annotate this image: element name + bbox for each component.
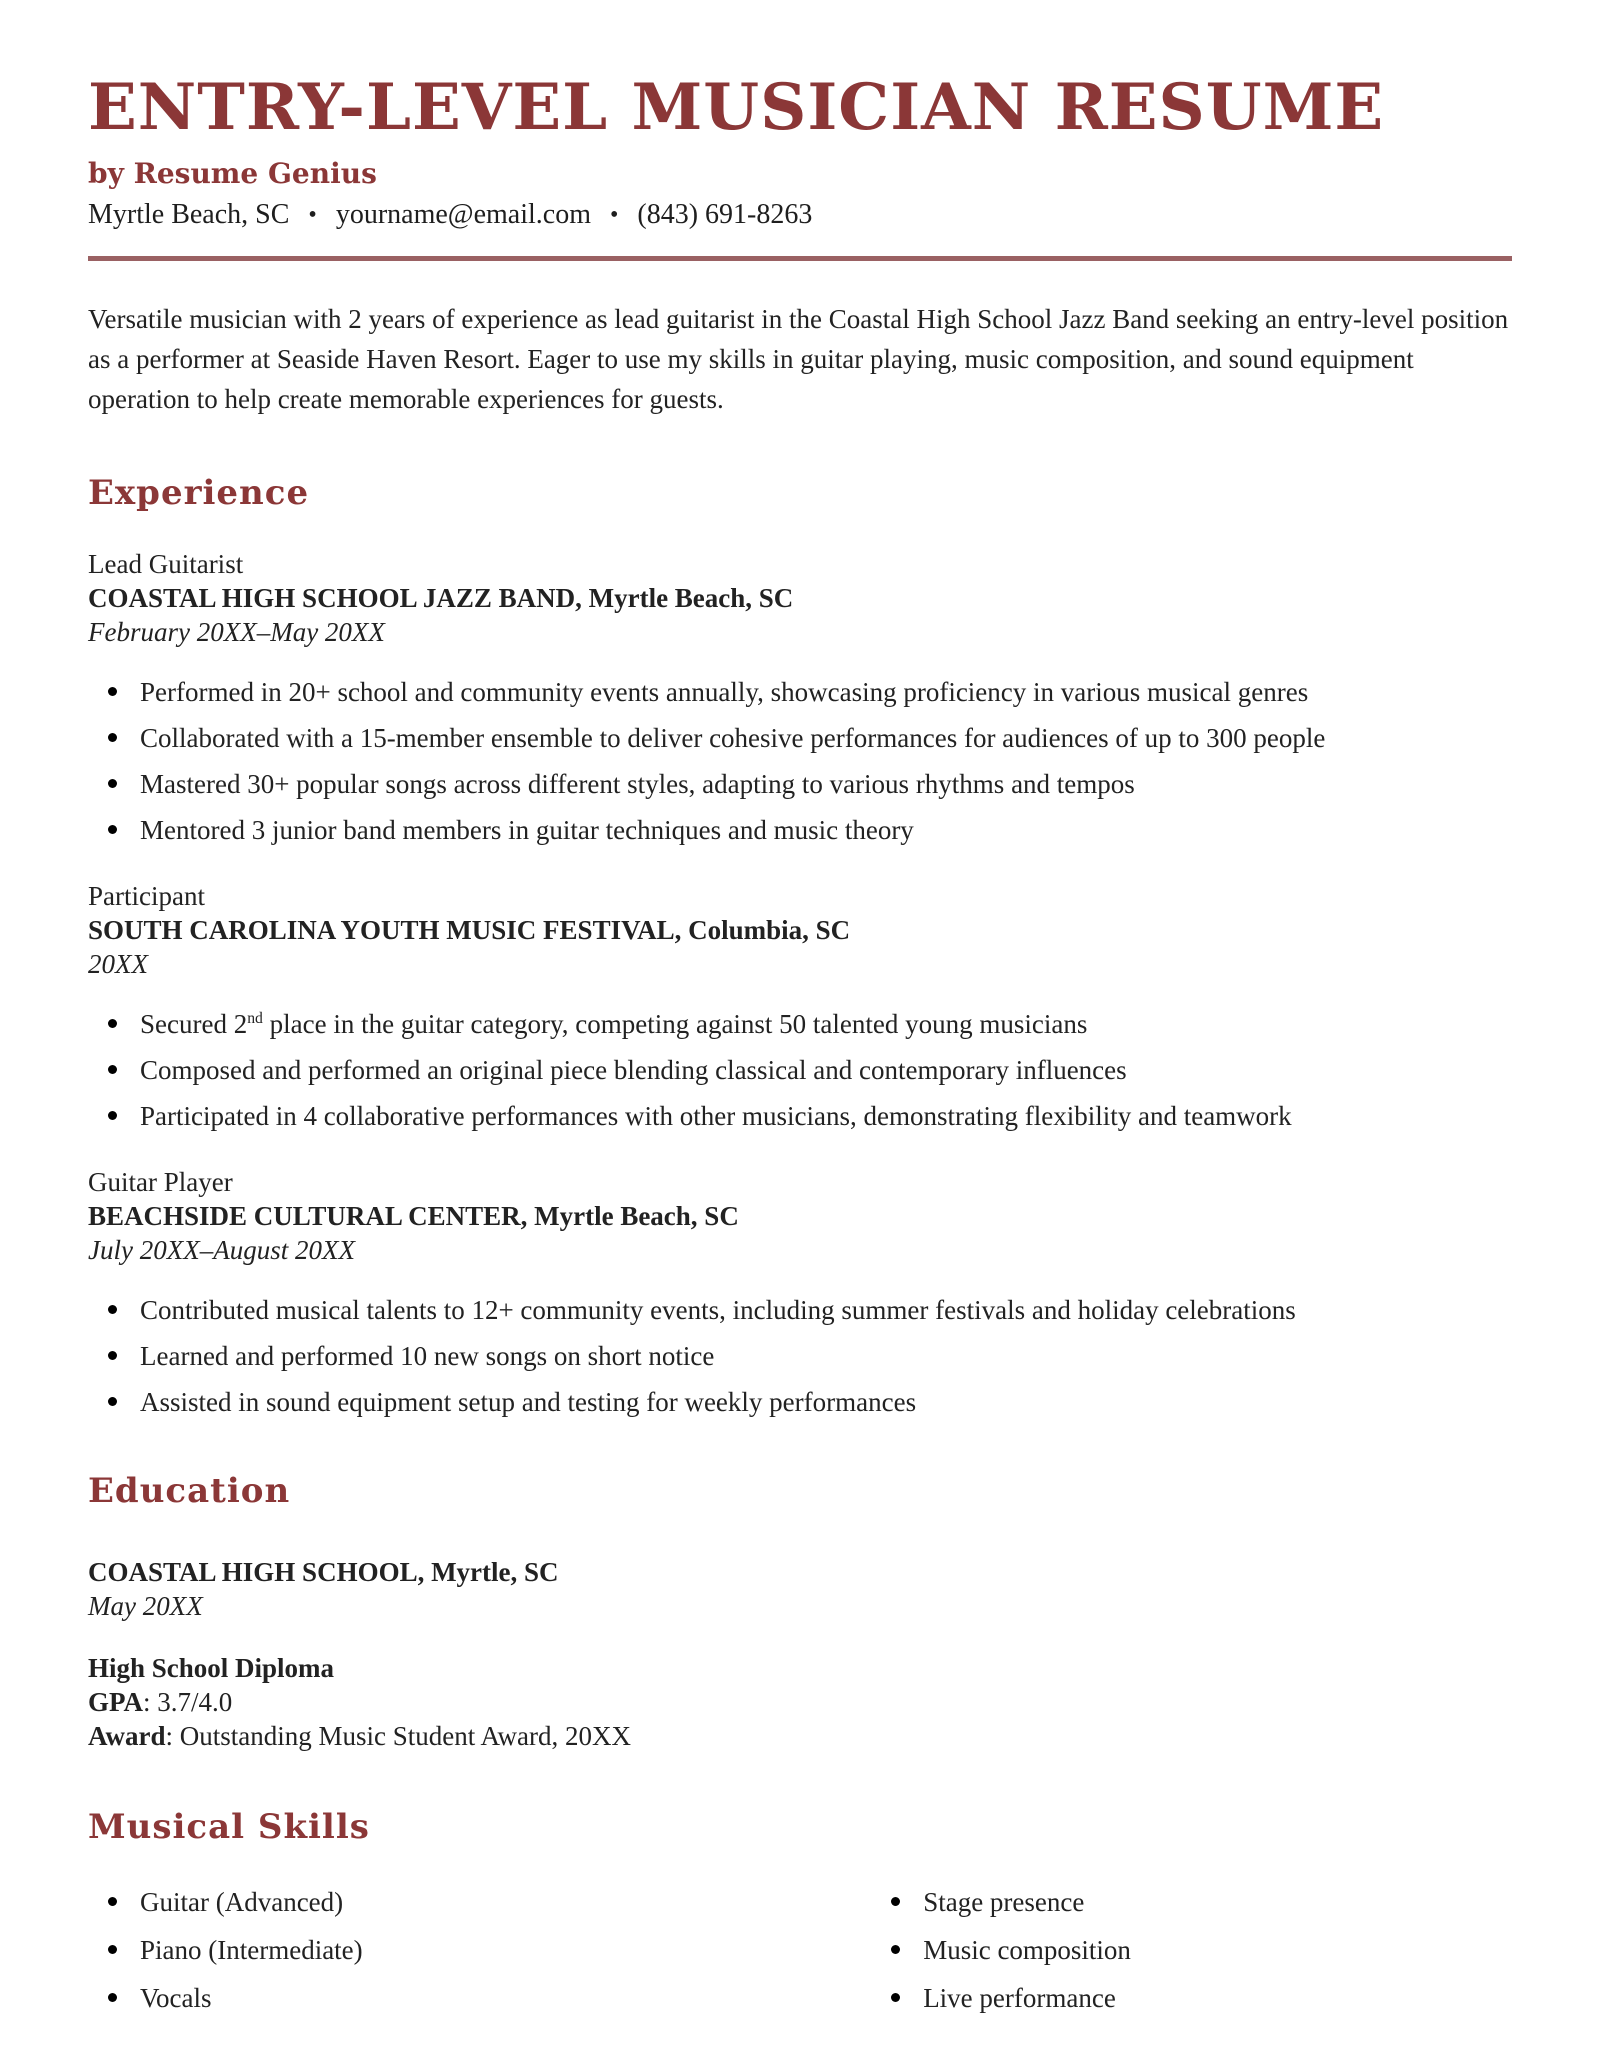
skills-list-left bbox=[88, 1887, 871, 2031]
skills-columns bbox=[88, 1887, 1512, 2031]
job-organization: COASTAL HIGH SCHOOL JAZZ BAND, Myrtle Beach, SC bbox=[88, 583, 794, 613]
section-heading-musical-skills: Musical Skills bbox=[88, 1807, 370, 1847]
bullet-item: Contributed musical talents to 12+ community events, including summer festivals and holiday celebrations bbox=[88, 1295, 1512, 1325]
school-name: COASTAL HIGH SCHOOL, Myrtle, SC bbox=[88, 1557, 559, 1587]
bullet-separator-icon: • bbox=[609, 202, 619, 228]
skill-item: Piano (Intermediate) bbox=[88, 1935, 871, 1965]
skill-item: Live performance bbox=[871, 1983, 1512, 2013]
bullet-item: Collaborated with a 15-member ensemble to deliver cohesive performances for audiences of up to 300 people bbox=[88, 723, 1512, 753]
job-entry bbox=[88, 547, 1512, 845]
skill-item: Vocals bbox=[88, 1983, 871, 2013]
job-entry bbox=[88, 879, 1512, 1131]
contact-email: yourname@email.com bbox=[335, 199, 591, 230]
page-title: ENTRY-LEVEL MUSICIAN RESUME bbox=[88, 70, 1385, 145]
bullet-text-part: Secured 2 bbox=[140, 1009, 248, 1039]
diploma-title: High School Diploma bbox=[88, 1653, 335, 1683]
contact-line bbox=[88, 198, 1512, 232]
bullet-item: Composed and performed an original piece blending classical and contemporary influences bbox=[88, 1055, 1512, 1085]
bullet-item: Participated in 4 collaborative performances with other musicians, demonstrating flexibility and teamwork bbox=[88, 1101, 1512, 1131]
skill-item: Guitar (Advanced) bbox=[88, 1887, 871, 1917]
gpa-label: GPA bbox=[88, 1687, 143, 1717]
education-entry bbox=[88, 1555, 1512, 1623]
bullet-item: Performed in 20+ school and community events annually, showcasing proficiency in various musical genres bbox=[88, 677, 1512, 707]
bullet-item: Mastered 30+ popular songs across different styles, adapting to various rhythms and tempos bbox=[88, 769, 1512, 799]
education-details bbox=[88, 1651, 1512, 1753]
job-bullet-list bbox=[88, 677, 1512, 845]
graduation-date: May 20XX bbox=[88, 1591, 203, 1621]
job-dates: 20XX bbox=[88, 949, 148, 979]
section-heading-experience: Experience bbox=[88, 473, 310, 513]
bullet-text-part: place in the guitar category, competing against 50 talented young musicians bbox=[262, 1009, 1088, 1039]
skill-item: Music composition bbox=[871, 1935, 1512, 1965]
job-dates: July 20XX–August 20XX bbox=[88, 1235, 355, 1265]
ordinal-superscript: nd bbox=[247, 1010, 263, 1027]
award-label: Award bbox=[88, 1721, 166, 1751]
gpa-line bbox=[88, 1685, 1512, 1719]
bullet-item: Assisted in sound equipment setup and testing for weekly performances bbox=[88, 1387, 1512, 1417]
bullet-item bbox=[88, 1009, 1512, 1039]
gpa-value: : 3.7/4.0 bbox=[143, 1687, 233, 1717]
skill-item: Stage presence bbox=[871, 1887, 1512, 1917]
contact-location: Myrtle Beach, SC bbox=[88, 199, 290, 230]
job-bullet-list bbox=[88, 1295, 1512, 1417]
header-divider bbox=[88, 256, 1512, 261]
job-title: Lead Guitarist bbox=[88, 549, 244, 579]
bullet-item: Learned and performed 10 new songs on short notice bbox=[88, 1341, 1512, 1371]
bullet-separator-icon: • bbox=[308, 202, 317, 228]
resume-header bbox=[88, 72, 1512, 261]
contact-phone: (843) 691-8263 bbox=[637, 199, 813, 230]
job-bullet-list bbox=[88, 1009, 1512, 1131]
award-line bbox=[88, 1719, 1512, 1753]
summary-paragraph: Versatile musician with 2 years of experience as lead guitarist in the Coastal High School Jazz Band seeking an entry-level position as a performer at Seaside Haven Resort. Eager to use my skills in guitar playing, music composition, and sound equipment operation to help create memorable experiences for guests. bbox=[88, 304, 1509, 414]
job-entry bbox=[88, 1165, 1512, 1417]
section-heading-education: Education bbox=[88, 1471, 291, 1511]
award-value: : Outstanding Music Student Award, 20XX bbox=[165, 1721, 631, 1751]
job-title: Guitar Player bbox=[88, 1167, 233, 1197]
skills-list-right bbox=[871, 1887, 1512, 2031]
job-organization: SOUTH CAROLINA YOUTH MUSIC FESTIVAL, Columbia, SC bbox=[88, 915, 851, 945]
job-organization: BEACHSIDE CULTURAL CENTER, Myrtle Beach, SC bbox=[88, 1201, 739, 1231]
job-title: Participant bbox=[88, 881, 205, 911]
byline: by Resume Genius bbox=[88, 157, 377, 190]
bullet-item: Mentored 3 junior band members in guitar techniques and music theory bbox=[88, 815, 1512, 845]
job-dates: February 20XX–May 20XX bbox=[88, 617, 385, 647]
